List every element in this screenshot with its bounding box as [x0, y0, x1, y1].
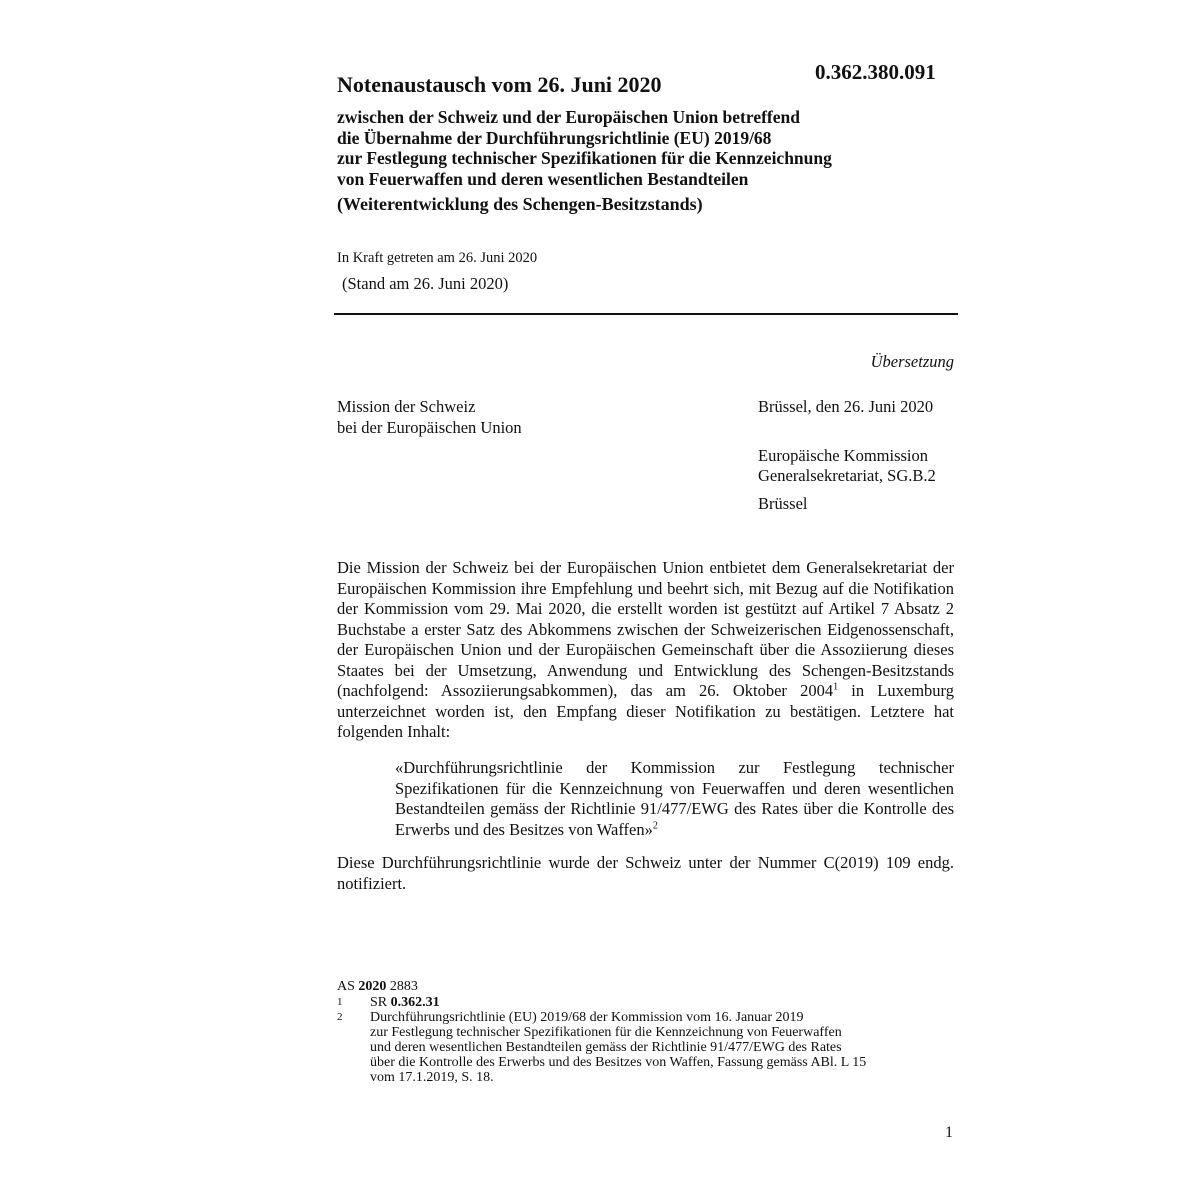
as-reference [337, 978, 957, 995]
footnote-sr-number: 0.362.31 [390, 995, 440, 1010]
letter-place: Brüssel [758, 494, 808, 513]
document-subtitle [337, 107, 937, 189]
footnote-line: Durchführungsrichtlinie (EU) 2019/68 der Kommission vom 16. Januar 2019 [370, 1010, 804, 1025]
footnotes [337, 978, 957, 1085]
subtitle-line: die Übernahme der Durchführungsrichtlinie (EU) 2019/68 [337, 127, 772, 148]
footnote-ref-2[interactable]: 2 [652, 820, 658, 831]
footnote-prefix: SR [370, 995, 388, 1010]
footnote-text [370, 995, 957, 1010]
footnote-line: vom 17.1.2019, S. 18. [370, 1070, 494, 1085]
quote-text: «Durchführungsrichtlinie der Kommission zur Festlegung technischer Spezifikationen für die Kennzeichnung von Feuerwaffen und deren wesentlichen Bestandteilen gemäss der Richtlinie 91/477/EWG des Rates über die Kontrolle des Erwerbs und des Besitzes von Waffen» [395, 758, 954, 839]
in-force-date: In Kraft getreten am 26. Juni 2020 [337, 250, 538, 266]
paragraph-text: in Luxemburg unterzeichnet worden ist, den Empfang dieser Notifikation zu bestätigen. Letztere hat folgenden Inhalt: [337, 681, 954, 741]
letter-recipient [758, 446, 936, 486]
recipient-line: Generalsekretariat, SG.B.2 [758, 466, 936, 485]
quoted-notification [395, 758, 954, 840]
footnote-2 [337, 1010, 957, 1085]
letter-sender [337, 397, 522, 438]
header-divider [334, 313, 958, 315]
footnote-line: und deren wesentlichen Bestandteilen gemäss der Richtlinie 91/477/EWG des Rates [370, 1040, 842, 1055]
footnote-1 [337, 995, 957, 1010]
subtitle-line: von Feuerwaffen und deren wesentlichen Bestandteilen [337, 168, 749, 189]
as-year: 2020 [358, 979, 387, 994]
subtitle-line: zwischen der Schweiz und der Europäischen Union betreffend [337, 107, 800, 127]
footnote-line: zur Festlegung technischer Spezifikationen für die Kennzeichnung von Feuerwaffen [370, 1025, 842, 1040]
document-title: Notenaustausch vom 26. Juni 2020 [337, 72, 662, 97]
page-number: 1 [945, 1124, 953, 1141]
footnote-number: 1 [337, 996, 343, 1008]
as-page: 2883 [389, 979, 418, 994]
subtitle-line: zur Festlegung technischer Spezifikationen für die Kennzeichnung [337, 148, 832, 168]
paragraph-text: Die Mission der Schweiz bei der Europäischen Union entbietet dem Generalsekretariat der Europäischen Kommission ihre Empfehlung und beehrt sich, mit Bezug auf die Notifikation der Kommission vom 29. Mai 2020, die erstellt worden ist gestützt auf Artikel 7 Absatz 2 Buchstabe a erster Satz des Abkommens zwischen der Schweizerischen Eidgenossenschaft, der Europäischen Union und der Europäischen Gemeinschaft über die Assoziierung dieses Staates bei der Umsetzung, Anwendung und Entwicklung des Schengen-Besitzstands (nachfolgend: Assoziierungsabkommen), das am 26. Oktober 2004 [337, 558, 954, 700]
footnote-text [370, 1010, 957, 1085]
body-paragraph-1 [337, 558, 954, 743]
as-prefix: AS [337, 979, 355, 994]
footnote-line: über die Kontrolle des Erwerbs und des Besitzes von Waffen, Fassung gemäss ABl. L 15 [370, 1055, 867, 1070]
body-paragraph-2: Diese Durchführungsrichtlinie wurde der Schweiz unter der Nummer C(2019) 109 endg. notifiziert. [337, 853, 954, 893]
document-subtitle-schengen: (Weiterentwicklung des Schengen-Besitzstands) [337, 194, 703, 214]
letter-date: Brüssel, den 26. Juni 2020 [758, 397, 934, 416]
recipient-line: Europäische Kommission [758, 446, 929, 465]
sr-number: 0.362.380.091 [815, 60, 936, 84]
sender-line: bei der Europäischen Union [337, 417, 522, 437]
translation-label: Übersetzung [870, 352, 954, 371]
footnote-number: 2 [337, 1011, 343, 1023]
status-date: (Stand am 26. Juni 2020) [342, 274, 509, 293]
footnote-ref-1[interactable]: 1 [833, 681, 839, 693]
sender-line: Mission der Schweiz [337, 397, 476, 416]
